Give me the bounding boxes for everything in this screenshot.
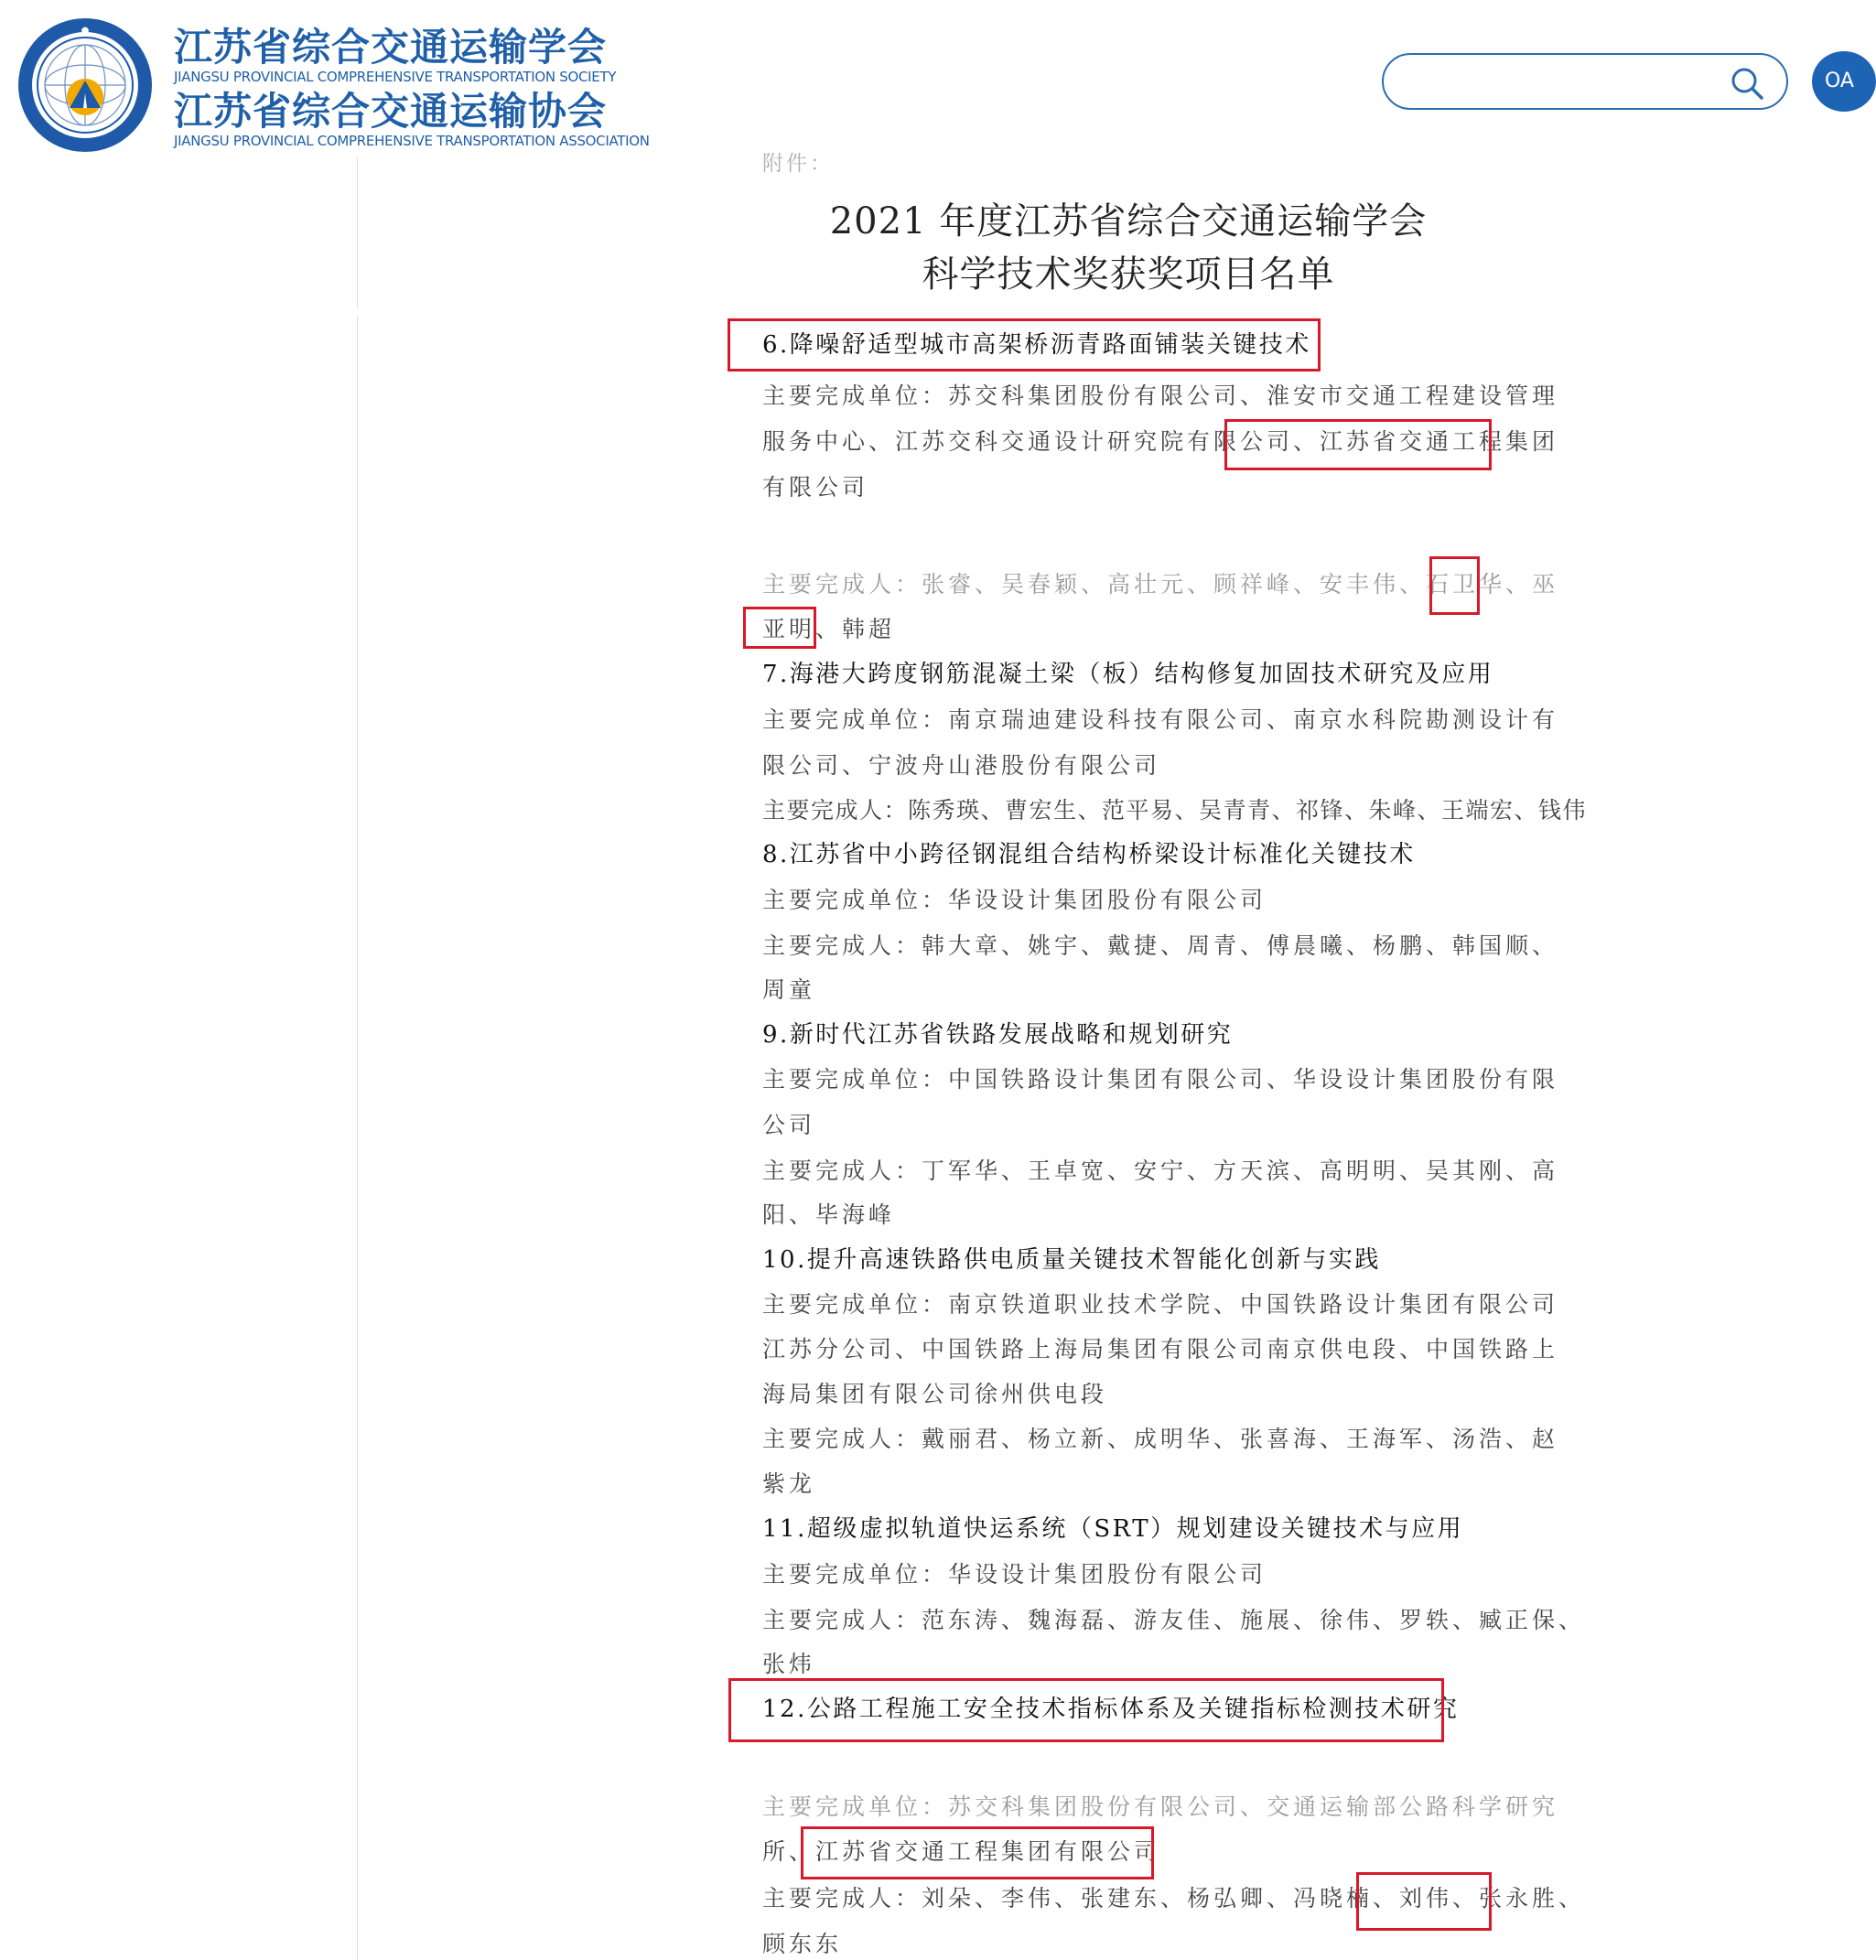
project-9-units-line1: 主要完成单位：中国铁路设计集团有限公司、华设设计集团股份有限 [762, 1066, 1559, 1093]
project-10-units-line2: 江苏分公司、中国铁路上海局集团有限公司南京供电段、中国铁路上 [762, 1336, 1559, 1362]
project-10-units-line3: 海局集团有限公司徐州供电段 [762, 1381, 1108, 1407]
org-name-association-cn: 江苏省综合交通运输协会 [174, 89, 608, 134]
project-7-units-line1: 主要完成单位：南京瑞迪建设科技有限公司、南京水科院勘测设计有 [762, 706, 1559, 733]
search-icon[interactable] [1730, 66, 1764, 101]
project-12-units-line2: 所、江苏省交通工程集团有限公司 [762, 1838, 1161, 1865]
project-9-persons-line1: 主要完成人：丁军华、王卓宽、安宁、方天滨、高明明、吴其刚、高 [762, 1158, 1559, 1184]
project-8-persons-line1: 主要完成人：韩大章、姚宇、戴捷、周青、傅晨曦、杨鹏、韩国顺、 [762, 932, 1559, 959]
project-9-persons-line2: 阳、毕海峰 [762, 1201, 896, 1228]
project-11-persons-line1: 主要完成人：范东涛、魏海磊、游友佳、施展、徐伟、罗轶、臧正保、 [762, 1607, 1586, 1633]
project-6-persons-line2: 亚明、韩超 [762, 616, 896, 642]
document-title-line1: 2021 年度江苏省综合交通运输学会 [829, 200, 1428, 242]
page-divider-top [357, 157, 358, 308]
project-10-title: 10.提升高速铁路供电质量关键技术智能化创新与实践 [762, 1246, 1381, 1274]
project-12-persons-line1: 主要完成人：刘朵、李伟、张建东、杨弘卿、冯晓楠、刘伟、张永胜、 [762, 1885, 1586, 1912]
search-box[interactable] [1382, 53, 1788, 110]
oa-link-button[interactable]: OA [1812, 51, 1876, 112]
project-10-units-line1: 主要完成单位：南京铁道职业技术学院、中国铁路设计集团有限公司 [762, 1291, 1559, 1318]
project-11-title: 11.超级虚拟轨道快运系统（SRT）规划建设关键技术与应用 [762, 1515, 1464, 1543]
society-seal-logo[interactable] [16, 16, 154, 154]
project-11-units-line1: 主要完成单位：华设设计集团股份有限公司 [762, 1561, 1267, 1588]
project-12-units-line1: 主要完成单位：苏交科集团股份有限公司、交通运输部公路科学研究 [762, 1793, 1559, 1820]
project-12-title: 12.公路工程施工安全技术指标体系及关键指标检测技术研究 [762, 1696, 1460, 1723]
project-9-title: 9.新时代江苏省铁路发展战略和规划研究 [762, 1021, 1234, 1049]
svg-text:●: ● [81, 26, 90, 36]
project-7-title: 7.海港大跨度钢筋混凝土梁（板）结构修复加固技术研究及应用 [762, 661, 1494, 688]
project-12-persons-line2: 顾东东 [762, 1931, 843, 1957]
project-6-units-line2: 服务中心、江苏交科交通设计研究院有限公司、江苏省交通工程集团 [762, 428, 1559, 455]
project-6-units-line1: 主要完成单位：苏交科集团股份有限公司、淮安市交通工程建设管理 [762, 382, 1559, 409]
org-name-association-en: JIANGSU PROVINCIAL COMPREHENSIVE TRANSPORTATION ASSOCIATION [174, 133, 650, 149]
project-8-units-line1: 主要完成单位：华设设计集团股份有限公司 [762, 887, 1267, 913]
project-6-persons-line1: 主要完成人：张睿、吴春颖、高壮元、顾祥峰、安丰伟、石卫华、巫 [762, 571, 1559, 598]
document-title-line2: 科学技术奖获奖项目名单 [922, 253, 1335, 296]
org-name-society-cn: 江苏省综合交通运输学会 [174, 25, 608, 70]
project-8-persons-line2: 周童 [762, 976, 816, 1003]
project-8-title: 8.江苏省中小跨径钢混组合结构桥梁设计标准化关键技术 [762, 841, 1416, 868]
project-7-units-line2: 限公司、宁波舟山港股份有限公司 [762, 752, 1161, 779]
project-9-units-line2: 公司 [762, 1112, 816, 1138]
project-10-persons-line1: 主要完成人：戴丽君、杨立新、成明华、张喜海、王海军、汤浩、赵 [762, 1426, 1559, 1452]
project-7-persons-line1: 主要完成人：陈秀瑛、曹宏生、范平易、吴青青、祁锋、朱峰、王端宏、钱伟 [762, 797, 1588, 824]
project-6-units-line3: 有限公司 [762, 474, 869, 501]
site-header [0, 0, 1854, 156]
search-input[interactable] [1409, 64, 1724, 101]
project-6-title: 6.降噪舒适型城市高架桥沥青路面铺装关键技术 [762, 331, 1311, 359]
project-10-persons-line2: 紫龙 [762, 1470, 816, 1497]
project-11-persons-line2: 张炜 [762, 1651, 816, 1677]
attachment-label: 附件： [762, 152, 834, 176]
page-divider-main [357, 316, 358, 1960]
org-name-society-en: JIANGSU PROVINCIAL COMPREHENSIVE TRANSPORTATION SOCIETY [174, 69, 617, 85]
brand-block[interactable] [174, 27, 650, 150]
